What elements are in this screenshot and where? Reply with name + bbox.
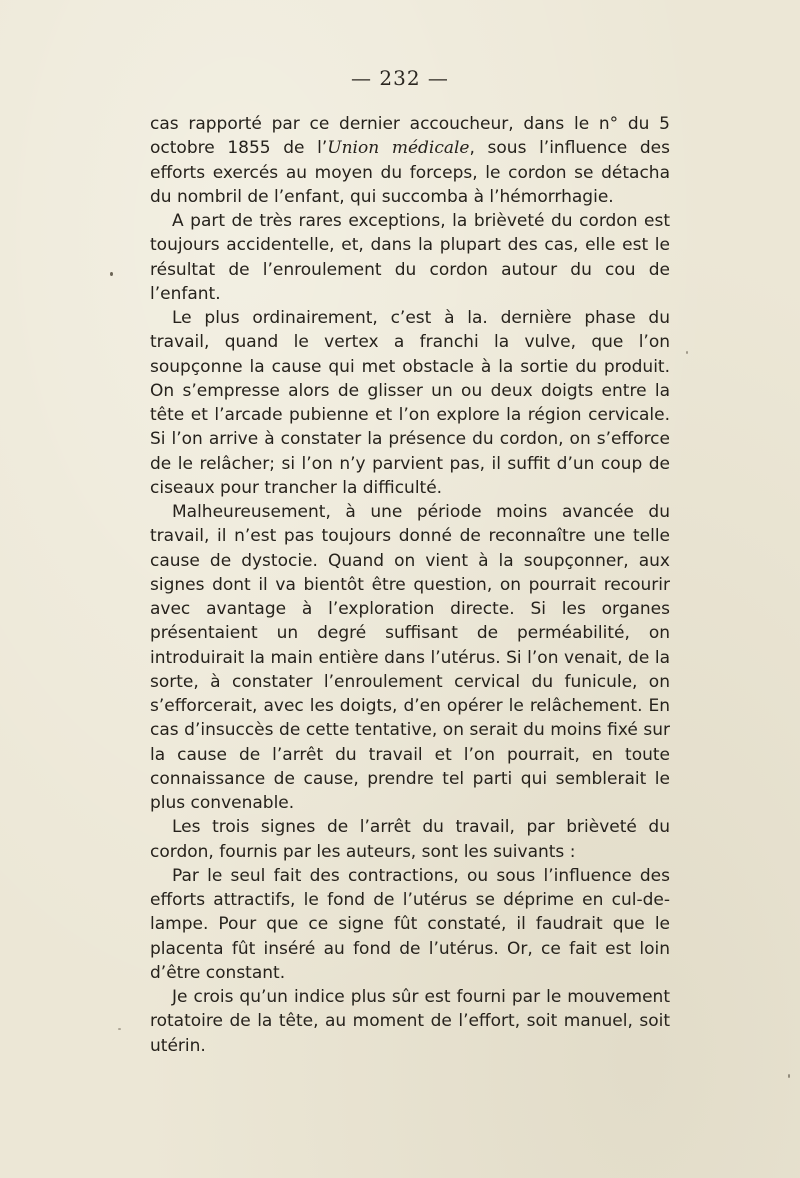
- paragraph-3: Le plus ordinairement, c’est à la. dernière phase du travail, quand le vertex a franchi la vulve, que l’on soupçonne la cause qui met obstacle à la sortie du produit. On s’empresse alors de glisser un ou deux doigts entre la tête et l’arcade pubienne et l’on explore la région cervicale. Si l’on arrive à constater la présence du cordon, on s’efforce de le relâcher; si l’on n’y parvient pas, il suffit d’un coup de ciseaux pour trancher la difficulté.: [150, 308, 670, 498]
- page-number-header: — 232 —: [351, 66, 449, 90]
- journal-title: Union médicale: [327, 138, 470, 159]
- paragraph-2: A part de très rares exceptions, la brièveté du cordon est toujours accidentelle, et, dans la plupart des cas, elle est le résultat de l’enroulement du cordon autour du cou de l’enfant.: [150, 211, 670, 304]
- paragraph-5: Les trois signes de l’arrêt du travail, par brièveté du cordon, fournis par les auteurs, sont les suivants :: [150, 817, 670, 862]
- paragraph-7: Je crois qu’un indice plus sûr est fourni par le mouvement rotatoire de la tête, au moment de l’effort, soit manuel, soit utérin.: [150, 987, 670, 1056]
- body-text: [150, 112, 670, 1058]
- paper-speck: [110, 272, 113, 276]
- paragraph-1: cas rapporté par ce dernier accoucheur, dans le n° du 5 octobre 1855 de l’Union médicale, sous l’influence des efforts exercés au moyen du forceps, le cordon se détacha du nombril de l’enfant, qui succomba à l’hémorrhagie.: [150, 114, 670, 207]
- paper-speck: [686, 351, 688, 354]
- paragraph-4: Malheureusement, à une période moins avancée du travail, il n’est pas toujours donné de reconnaître une telle cause de dystocie. Quand on vient à la soupçonner, aux signes dont il va bientôt être question, on pourrait recourir avec avantage à l’exploration directe. Si les organes présentaient un degré suffisant de perméabilité, on introduirait la main entière dans l’utérus. Si l’on venait, de la sorte, à constater l’enroulement cervical du funicule, on s’efforcerait, avec les doigts, d’en opérer le relâchement. En cas d’insuccès de cette tentative, on serait du moins fixé sur la cause de l’arrêt du travail et l’on pourrait, en toute connaissance de cause, prendre tel parti qui semblerait le plus convenable.: [150, 502, 670, 813]
- paragraph-6: Par le seul fait des contractions, ou sous l’influence des efforts attractifs, le fond de l’utérus se déprime en cul-de-lampe. Pour que ce signe fût constaté, il faudrait que le placenta fût inséré au fond de l’utérus. Or, ce fait est loin d’être constant.: [150, 865, 670, 983]
- paper-speck: [118, 1028, 121, 1030]
- paper-speck: [788, 1074, 790, 1078]
